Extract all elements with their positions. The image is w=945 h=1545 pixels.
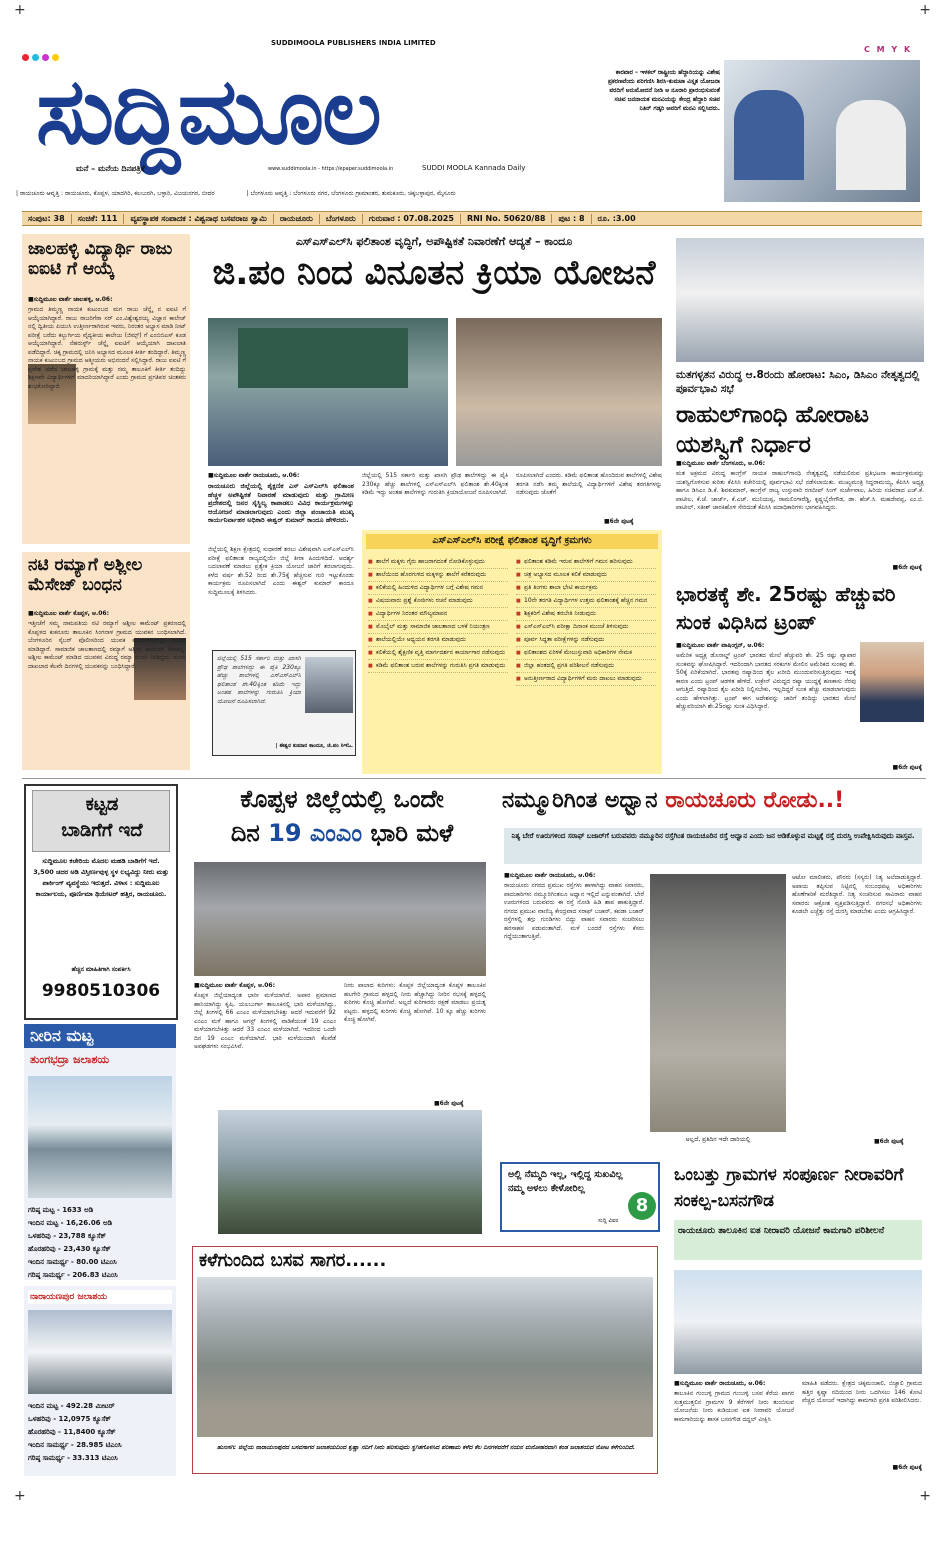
continued-marker: ■6ನೇ ಪುಟಕ್ಕೆ	[604, 518, 634, 525]
list-item: ■ ಪೂರ್ವ ಸಿದ್ಧತಾ ಪರೀಕ್ಷೆಗಳನ್ನು ನಡೆಸುವುದು	[516, 634, 656, 647]
story-dateline: ■ಸುದ್ದಿಮೂಲ ವಾರ್ತೆ ರಾಯಚೂರು, ಆ.06:	[674, 1380, 766, 1387]
story-body: ಅಮೆರಿಕ ಅಧ್ಯಕ್ಷ ಡೊನಾಲ್ಡ್ ಟ್ರಂಪ್ ಭಾರತದ ಮೇಲೆ ಹೆಚ್ಚುವರಿ ಶೇ. 25 ರಷ್ಟು ವ್ಯಾಪಾರ ಸುಂಕವನ್ನು ಘೋಷಿಸಿದ್ದಾರೆ. ಇದರಿಂದಾಗಿ ಭಾರತದ ಸರಕುಗಳ ಮೇಲಿನ ಅಮೆರಿಕದ ಸುಂಕವು ಶೇ. 50ಕ್ಕೆ ಏರಿಕೆಯಾಗಿದೆ. ಭಾರತವು ರಷ್ಯಾದಿಂದ ತೈಲ ಖರೀದಿ ಮುಂದುವರಿಸುತ್ತಿರುವುದು ಇದಕ್ಕೆ ಕಾರಣ ಎಂದು ಟ್ರಂಪ್ ಆಡಳಿತ ಹೇಳಿದೆ. ಉಕ್ರೇನ್ ವಿರುದ್ಧದ ರಷ್ಯಾ ಯುದ್ಧಕ್ಕೆ ಹಣಕಾಸು ನೆರವು ಆಗುತ್ತಿದೆ. ರಷ್ಯಾದಿಂದ ತೈಲ ಖರೀದಿ ನಿಲ್ಲಿಸಬೇಕು, ಇಲ್ಲದಿದ್ದರೆ ಸುಂಕ ಹೆಚ್ಚು ಮಾಡಲಾಗುವುದು ಎಂದು ಹೇಳಲಾಗಿತ್ತು. ಟ್ರಂಪ್ ಈಗ ಅದೇಶವನ್ನು ಜಾರಿಗೆ ತಂದಿದ್ದು ಭಾರತದ ಮೇಲೆ ಹೆಚ್ಚುವರಿಯಾಗಿ ಶೇ.25ರಷ್ಟು ಸುಂಕ ವಿಧಿಸಿದ್ದಾರೆ.	[676, 652, 856, 710]
list-item: ■ ಪ್ರತಿ ತಿಂಗಳು ಶಾಲಾ ಭೇಟಿ ಕಾರ್ಯಕ್ರಮ	[516, 582, 656, 595]
pothole-road-photo	[650, 874, 786, 1132]
story-irrigation	[674, 1162, 926, 1474]
measures-title: ಎಸ್‌ಎಸ್‌ಎಲ್‌ಸಿ ಪರೀಕ್ಷೆ ಫಲಿತಾಂಶ ವೃದ್ಧಿಗೆ ಕ್ರಮಗಳು	[366, 534, 658, 549]
masthead-logo: ಸುದ್ದಿಮೂಲ	[36, 58, 380, 165]
story-headline	[502, 788, 922, 813]
story-headline: ಭಾರತಕ್ಕೆ ಶೇ. 25ರಷ್ಟು ಹೆಚ್ಚುವರಿ ಸುಂಕ ವಿಧಿಸಿದ ಟ್ರಂಪ್	[676, 582, 896, 634]
story-headline: ಒಂಬತ್ತು ಗ್ರಾಮಗಳ ಸಂಪೂರ್ಣ ನೀರಾವರಿಗೆ ಸಂಕಲ್ಪ-ಬಸನಗೌಡ	[674, 1165, 904, 1211]
info-bar	[22, 211, 922, 226]
stat-row: ಗರಿಷ್ಠ ಮಟ್ಟ - 1633 ಅಡಿ	[28, 1206, 94, 1214]
river-photo	[218, 1110, 482, 1234]
story-deck: ರಾಯಚೂರು ತಾಲೂಕಿನ ಐತ ನೀರಾವರಿ ಯೋಜನೆ ಕಾಮಗಾರಿ ಪರಿಶೀಲನೆ	[674, 1220, 922, 1260]
ad-building-rent	[24, 784, 178, 1020]
registration-mark: +	[14, 1488, 26, 1504]
stat-row: ಹೊರಹರಿವು - 11,8400 ಕ್ಯೂಸೆಕ್	[28, 1428, 116, 1436]
story-dateline: ■ಸುದ್ದಿಮೂಲ ವಾರ್ತೆ ಕೊಪ್ಪಳ, ಆ.06:	[194, 982, 275, 989]
site-inspection-photo	[674, 1270, 922, 1374]
list-item: ■ ಶಾಲೆಗೆ ಮಕ್ಕಳು ಗೈರು ಹಾಜರಾಗದಂತೆ ನೋಡಿಕೊಳ್ಳುವುದು	[368, 556, 508, 569]
cmyk-mark: C M Y K	[864, 45, 913, 54]
story-body: ರಾಯಚೂರು ನಗರದ ಪ್ರಮುಖ ರಸ್ತೆಗಳು ಹಾಳಾಗಿದ್ದು ವಾಹನ ಸವಾರರು, ಪಾದಚಾರಿಗಳು ನಮ್ಮೂರಿಗಿಂತಲೂ ಅಧ್ವಾನ ಇಲ್ಲಿದೆ ಎನ್ನುವಂತಾಗಿದೆ. ಬೇರೆ ಊರುಗಳಿಂದ ಬರುವವರು ಈ ರಸ್ತೆ ನೋಡಿ ಹಿಡಿ ಶಾಪ ಹಾಕುತ್ತಿದ್ದಾರೆ. ನಗರದ ಪ್ರಮುಖ ವಾಣಿಜ್ಯ ಕೇಂದ್ರವಾದ ಸರಾಫ್ ಬಜಾರ್, ಕಪಡಾ ಬಜಾರ್ ರಸ್ತೆಗಳಲ್ಲಿ ತಗ್ಗು ಗುಂಡಿಗಳು ಬಿದ್ದು ವಾಹನ ಸವಾರರು ಸಂಚರಿಸಲು ಹರಸಾಹಸ ಪಡುವಂತಾಗಿದೆ. ಮಳೆ ಬಂದರೆ ರಸ್ತೆಗಳು ಕೆಸರು ಗದ್ದೆಯಂತಾಗುತ್ತಿವೆ.	[504, 882, 644, 940]
ad-body: ಸುದ್ದಿಮೂಲ ಕಚೇರಿಯ ಮೊದಲ ಮಹಡಿ ಬಾಡಿಗೆಗೆ ಇದೆ. 3,500 ಚದರ ಅಡಿ ವಿಸ್ತೀರ್ಣವುಳ್ಳ ಸ್ಥಳ ಲಭ್ಯವಿದ್ದು ನೀರು ಮತ್ತು ಪಾರ್ಕಿಂಗ್ ವ್ಯವಸ್ಥೆಯು ಇರುತ್ತದೆ. ವಿಳಾಸ : ಸುದ್ದಿಮೂಲ ಕಾರ್ಯಾಲಯ, ಪೂರ್ಣಿಮಾ ಥಿಯೇಟರ್ ಹತ್ತಿರ, ರಾಯಚೂರು.	[33, 857, 169, 898]
issue: ಸಂಚಿಕೆ: 111	[72, 214, 125, 224]
story-body: ತಾಲೂಕಿನ ಗುಂಜಳ್ಳಿ ಗ್ರಾಮದ ಗುಂಜಳ್ಳಿ ಬಸವ ಕೆರೆಯ ಪಾಗರ ಸುತ್ತಮುತ್ತಲಿನ ಗ್ರಾಮಗಳ 9 ಕೆರೆಗಳಿಗೆ ನೀರು ತುಂಬಿಸುವ ಯೋಜನೆಯ ನೀರು ಕುಡಿಯುವ ಐತ ನೀರಾವರಿ ಯೋಜನೆ ಕಾಮಗಾರಿಯನ್ನು ಶಾಸಕ ಬಸನಗೌಡ ದದ್ದಲ್ ವೀಕ್ಷಿಸಿ	[674, 1390, 794, 1423]
photo-caption: ಹುಣಸಗಿ: ಜಿಲ್ಲೆಯ ನಾರಾಯಣಪುರದ ಬಸವಸಾಗರ ಜಲಾಶಯದಿಂದ ಕೃಷ್ಣಾ ನದಿಗೆ ನೀರು ಹರಿಸುವುದು ಸ್ಥಗಿತಗೊಳಿಸಿದ ಪರಿಣಾಮ ಕಳೆದ ಕೆಲ ದಿನಗಳವರೆಗೆ ನಯನ ಮನೋಹರವಾಗಿ ಕಂಡ ಜಲಾಶಯದ ನೋಟ ಕಳೆಗುಂದಿದೆ.	[217, 1444, 635, 1451]
story-headline: ಜಾಲಹಳ್ಳಿ ವಿದ್ಯಾರ್ಥಿ ರಾಜು ಐಐಟಿ ಗೆ ಆಯ್ಕೆ	[28, 239, 173, 279]
promo-page-number: 8	[628, 1192, 656, 1220]
list-item: ■ ಶಾಲೆಯಿಂದ ಹೊರಗುಳಿದ ಮಕ್ಕಳನ್ನು ಶಾಲೆಗೆ ಕರೆತರುವುದು	[368, 569, 508, 582]
story-headline-line1: ಕೊಪ್ಪಳ ಜಿಲ್ಲೆಯಲ್ಲಿ ಒಂದೇ	[240, 785, 444, 813]
story-dateline: ■ಸುದ್ದಿಮೂಲ ವಾರ್ತೆ ರಾಯಚೂರು, ಆ.06:	[504, 872, 596, 879]
ear-caption: ಕಾರವಾರ – ಇಳಕಲ್ ರಾಷ್ಟ್ರೀಯ ಹೆದ್ದಾರಿಯನ್ನು ವಿಶೇಷ ಪ್ರಕರಣವೆಂದು ಪರಿಗಣಿಸಿ ಶಿರಸಿ-ಕುಮಟಾ ವಿಸ್ತೃತ ಯೋಜನಾ ವರದಿಗೆ ಅನುಮೋದನೆ ನೀಡಿ ಆ ನೂರಾರಿ ಪ್ರಾರಂಭಿಸುವಂತೆ ಸಚಿವ ಜನನಾಯಕ ಮನವಿಯನ್ನು ಕೇಂದ್ರ ಹೆದ್ದಾರಿ ಸಚಿವ ನಿತಿನ್ ಗಡ್ಕರಿ ಅವರಿಗೆ ಮನವಿ ಸಲ್ಲಿಸಿದರು.	[607, 69, 720, 112]
list-item: ■ ವಿದ್ಯಾರ್ಥಿಗಳ ನಿರಂತರ ಮೌಲ್ಯಮಾಪನ	[368, 608, 508, 621]
story-raichur-road	[498, 784, 926, 1154]
story-ramya	[22, 552, 190, 770]
ad-title: ಕಟ್ಟಡ	[85, 794, 119, 815]
story-body: ನೀರು ಪಾಲಾದ ಕುರಿಗಳು: ಕೊಪ್ಪಳ ಜಿಲ್ಲೆಯಾದ್ಯಂತ ಕೊಪ್ಪಳ ತಾಲೂಕಿನ ಹಲಗೇರಿ ಗ್ರಾಮದ ಹಳ್ಳದಲ್ಲಿ ನೀರು ಹೆಚ್ಚಾಗಿದ್ದು ನೀರಿನ ರಭಸಕ್ಕೆ ಹಳ್ಳದಲ್ಲಿ ಕುರಿಗಳು ಕೊಚ್ಚಿ ಹೋಗಿವೆ. ಅಲ್ಲದೆ ಕುರಿಗಾರರು ರಕ್ಷಣೆ ಮಾಡಲು ಪ್ರಯತ್ನ ಪಟ್ಟರು. ಹಳ್ಳದಲ್ಲಿ ಕುರಿಗಳು ಕೊಚ್ಚಿ ಹೋಗಿವೆ. 10 ಕ್ಕೂ ಹೆಚ್ಚು ಕುರಿಗಳು ಕೊಚ್ಚಿ ಹೋಗಿವೆ.	[344, 982, 486, 1023]
water-subtitle: ತುಂಗಭದ್ರಾ ಜಲಾಶಯ	[30, 1053, 110, 1066]
story-kicker: ಮತಗಳ್ಳತನ ವಿರುದ್ಧ ಆ.8ರಂದು ಹೋರಾಟ: ಸಿಎಂ, ಡಿಸಿಎಂ ನೇತೃತ್ವದಲ್ಲಿ ಪೂರ್ವಭಾವಿ ಸಭೆ	[676, 369, 920, 395]
story-headline: ರಾಹುಲ್‌ಗಾಂಧಿ ಹೋರಾಟ ಯಶಸ್ವಿಗೆ ನಿರ್ಧಾರ	[676, 402, 869, 458]
ceo-quote-box	[212, 650, 356, 756]
classroom-photo	[208, 318, 448, 466]
lead-kicker: ಎಸ್‌ಎಸ್‌ಎಲ್‌ಸಿ ಫಲಿತಾಂಶ ವೃದ್ಧಿಗೆ, ಅಪೌಷ್ಟಿಕತೆ ನಿವಾರಣೆಗೆ ಆದ್ಯತೆ – ಕಾಂದೂ	[295, 235, 573, 248]
section-divider	[22, 778, 926, 779]
masthead	[36, 24, 596, 173]
stat-row: ಹೊರಹರಿವು - 23,430 ಕ್ಯೂಸೆಕ್	[28, 1245, 111, 1253]
story-body: ಗ್ರಾಮದ ತಿಮ್ಮಣ್ಣ ನಾಯಕ ಕುಟುಂಬದ ಮಗ ರಾಜು ಚೆನ್ನೈ ನ ಐಐಟಿ ಗೆ ಆಯ್ಕೆಯಾಗಿದ್ದಾರೆ. ರಾಜು ರಾಜರಿಗೆರಾ ಸರ್ ಎಂ.ವಿಶ್ವೇಶ್ವರಯ್ಯ ವಿಜ್ಞಾನ ಕಾಲೇಜ್ ನಲ್ಲಿ ದ್ವಿತೀಯ ಪಿಯುಸಿ ಉತ್ತೀರ್ಣರಾಗಿರುವ ಇವರು, ನಿರಂತರ ಅಭ್ಯಾಸ ಮಾಡಿ ನೀಟ್ ಪರೀಕ್ಷೆ ಬರೆದು ಕಲ್ಬುರ್ಗಿಯ ವೈದ್ಯಕೀಯ ಕಾಲೇಜು (ಜಿಮ್ಸ್) ಗೆ ಎಂಬಿಬಿಎಸ್ ಕೂಡ ಆಯ್ಕೆಯಾಗಿದ್ದಾರೆ. ನೆಹರುರ್ಸ್ಟ್ ಚೆನ್ನೈ ಐಐಟಿಗೆ ಆಯ್ಕೆಯಾಗಿ ದಾಖಲಾತಿ ಪಡೆದಿದ್ದಾರೆ. ಚಿಕ್ಕ ಗ್ರಾಮದಲ್ಲಿ ಜನಿಸಿ ಅಭ್ಯಾಸದ ಮೂಲಕ ಕೀರ್ತಿ ತಂದಿದ್ದಾರೆ. ತಿಮ್ಮಣ್ಣ ನಾಯಕ ಕುಟುಂಬದ ಗ್ರಾಮದ ಆತ್ಮೀಯರು ಅಭಿನಂದನೆ ಸಲ್ಲಿಸಿದ್ದಾರೆ. ರಾಜು ಐಐಟಿ ಗೆ ಪ್ರವೇಶ ಪಡೆದ ಜಾಲಹಳ್ಳಿ ಗ್ರಾಮಕ್ಕೆ ಮತ್ತು ನಮ್ಮ ತಾಲೂಕಿಗೆ ಕೀರ್ತಿ ತಂದಿದ್ದು ಶಿಕ್ಷಣವೇ ವಿದ್ಯಾರ್ಥಿಗಳಿಗೆ ಮಾದರಿಯಾಗಿದ್ದಾರೆ ಎಂದು ಗ್ರಾಮದ ಪ್ರಗತಿಪರ ಚಿಂತಕರು ಶುಭಕೋರಿದ್ದಾರೆ.	[28, 306, 186, 390]
editions-line	[16, 190, 926, 198]
registration-mark: +	[14, 2, 26, 18]
midday-meal-photo	[456, 318, 662, 466]
continued-marker: ■6ನೇ ಪುಟಕ್ಕೆ	[892, 764, 922, 771]
list-item: ■ ಮೊಬೈಲ್ ಮತ್ತು ಸಾಮಾಜಿಕ ಜಾಲತಾಣದ ಬಳಕೆ ನಿಯಂತ್ರಣ	[368, 621, 508, 634]
lead-intro: ರಾಯಚೂರು ಜಿಲ್ಲೆಯಲ್ಲಿ ಶೈಕ್ಷಣಿಕ ಎಸ್ ಎಸ್‌ಎಲ್‌ಸಿ ಫಲಿತಾಂಶ ಹೆಚ್ಚಳ ಅಪೌಷ್ಟಿಕತೆ ನಿವಾರಣೆ ಮಾಡುವುದು ಮತ್ತು ಗ್ರಾಮೀಣ ಪ್ರದೇಶದಲ್ಲಿ ಜನರ ಸೈಸ್ಥಿಲ್ಯ ಕಾಪಾಡಲು ವಿವಿಧ ಕಾರ್ಯಕ್ರಮಗಳನ್ನು ಆಯೋಜನೆ ಮಾಡಲಾಗುವುದು ಎಂದು ಜಿಲ್ಲಾ ಪಂಚಾಯತಿ ಮುಖ್ಯ ಕಾರ್ಯನಿರ್ವಾಹಕ ಅಧಿಕಾರಿ ಈಶ್ವರ್ ಕುಮಾರ್ ಕಾಂದೂ ಹೇಳಿದರು.	[208, 482, 354, 524]
story-basava-sagara	[192, 1246, 658, 1474]
list-item: ■ ಕಡಿಮೆ ಫಲಿತಾಂಶ ಬರುವ ಶಾಲೆಗಳನ್ನು ಗುರುತಿಸಿ ಪ್ರಗತಿ ಮಾಡುವುದು	[368, 660, 508, 673]
ad-subtitle: ಬಾಡಿಗೆಗೆ ಇದೆ	[61, 820, 143, 841]
list-item: ■ ವಿಷಯವಾರು ಪ್ರಶ್ನೆ ಕೋಠಿಗಳು ರಚನೆ ಮಾಡುವುದು	[368, 595, 508, 608]
lead-dateline: ■ಸುದ್ದಿಮೂಲ ವಾರ್ತೆ ರಾಯಚೂರು, ಆ.06:	[208, 472, 300, 479]
continued-marker: ■6ನೇ ಪುಟಕ್ಕೆ	[874, 1138, 904, 1145]
lead-body: ರೂಪಿಸಲಾಗಿದೆ ಎಂದರು. ಕಡಿಮೆ ಫಲಿತಾಂಶ ಹೊಂದಿರುವ ಶಾಲೆಗಳಲ್ಲಿ ವಿಶೇಷ ತರಗತಿ ನಡೆಸಿ ತಮ್ಮ ಶಾಲೆಯಲ್ಲಿ ವಿದ್ಯಾರ್ಥಿಗಳಿಗೆ ವಿಶೇಷ ತರಗತಿಗಳನ್ನು ನಡೆಸುವುದು ಜೊತೆಗೆ	[516, 472, 662, 496]
price: ರೂ. :3.00	[597, 213, 636, 223]
lead-story	[200, 234, 666, 774]
flooded-street-photo	[194, 862, 486, 976]
stat-row: ಇಂದಿನ ಮಟ್ಟ - 492.28 ಮೀಟರ್	[28, 1402, 115, 1410]
edition-bengaluru: ಬೆಂಗಳೂರು	[320, 214, 363, 224]
stat-row: ಇಂದಿನ ಮಟ್ಟ - 16,26.06 ಅಡಿ	[28, 1219, 113, 1227]
headline-rainfall: 19 ಎಂಎಂ	[268, 819, 362, 847]
date: ಗುರುವಾರ : 07.08.2025	[363, 214, 461, 224]
ad-contact-label: ಹೆಚ್ಚಿನ ಮಾಹಿತಿಗಾಗಿ ಸಂಪರ್ಕಿಸಿ	[71, 966, 131, 973]
registration-mark: +	[919, 1488, 931, 1504]
story-body: ಮಾಹಿತಿ ಪಡೆದರು. ಕ್ಷೇತ್ರದ ಚಿಕ್ಕಮಂಚಾಲಿ, ಬಿಚ್ಚಾಲಿ ಗ್ರಾಮದ ಹತ್ತಿರ ಕೃಷ್ಣಾ ನದಿಯಿಂದ ನೀರು ಒದಗಿಸಲು 146 ಕೋಟಿ ವೆಚ್ಚದ ಯೋಜನೆ ಇದಾಗಿದ್ದು ಕಾಮಗಾರಿ ಪ್ರಗತಿ ಪರಿಶೀಲಿಸಿದರು.	[802, 1380, 922, 1404]
list-item: ■ ಶಿಕ್ಷಕರಿಗೆ ವಿಶೇಷ ತರಬೇತಿ ನೀಡುವುದು	[516, 608, 656, 621]
headline-part: ದಿನ	[230, 819, 260, 847]
water-stats	[28, 1204, 172, 1282]
photo-caption: ಅಲ್ಲದೆ, ಪ್ರತಿದಿನ ಇದೇ ದಾರಿಯಲ್ಲಿ	[685, 1136, 751, 1143]
promo-text: ಅಲ್ಲಿ ನೆಮ್ಮದಿ ಇಲ್ಲ, ಇಲ್ಲಿದ್ದ ಸುಖವಿಲ್ಲ ನಮ್ಮ ಅಳಲು ಕೇಳೋರಿಲ್ಲ	[508, 1169, 623, 1194]
list-item: ■ ಜಿಲ್ಲಾ ಹಂತದಲ್ಲಿ ಪ್ರಗತಿ ಪರಿಶೀಲನೆ ನಡೆಸುವುದು	[516, 660, 656, 673]
list-item: ■ ಫಲಿತಾಂಶ ಕಡಿಮೆ ಇರುವ ಶಾಲೆಗಳಿಗೆ ಗಮನ ಹರಿಸುವುದು	[516, 556, 656, 569]
measures-box	[362, 530, 662, 774]
editions-bengaluru: | ಬೆಂಗಳೂರು ಆವೃತ್ತಿ : ಬೆಂಗಳೂರು ನಗರ, ಬೆಂಗಳೂರು ಗ್ರಾಮಾಂತರ, ತುಮಕೂರು, ಚಿಕ್ಕಬಳ್ಳಾಪುರ, ಮೈಸೂರು	[246, 190, 456, 197]
water-stats	[28, 1400, 172, 1465]
list-item: ■ ಕಲಿಕೆಯಲ್ಲಿ ಶೈಕ್ಷಣಿಕ ವೃತ್ತಿ ಮಾರ್ಗದರ್ಶನ ಕಾರ್ಯಾಗಾರ ನಡೆಸುವುದು	[368, 647, 508, 660]
stat-row: ಗರಿಷ್ಠ ಸಾಮರ್ಥ್ಯ - 206.83 ಟಿಎಂಸಿ	[28, 1271, 118, 1279]
inside-page-promo[interactable]	[500, 1162, 660, 1232]
headline-part-red: ರಾಯಚೂರು ರೋಡು..!	[665, 788, 845, 813]
list-item: ■ ಚಿತ್ರ ಅಭ್ಯಾಸದ ಮೂಲಕ ಕಲಿಕೆ ಮಾಡುವುದು	[516, 569, 656, 582]
ad-phone: 9980510306	[41, 981, 161, 1001]
water-level-tungabhadra	[24, 1024, 176, 1280]
promo-page-label: ಸುದ್ದಿ ವಿವರ	[598, 1218, 619, 1224]
reservoir-photo	[197, 1277, 653, 1437]
managing-editor: ವ್ಯವಸ್ಥಾಪಕ ಸಂಪಾದಕ : ವಿಶ್ವನಾಥ ಬಸವರಾಜ ಸ್ವಾಮಿ	[124, 214, 273, 224]
ad-title-box	[32, 790, 170, 852]
story-body: ಇತ್ತೀಚೆಗೆ ಸಮ್ಮ ನಾಮಪತಿಯ ನಟಿ ರಮ್ಯಾಗೆ ಅಶ್ಲೀಲ ಕಾಮೆಂಟ್ ಪ್ರಕರಣದಲ್ಲಿ ಕೊಪ್ಪಳದ ಕುಕನೂರು ತಾಲೂಕಿನ ಸಿಂಗನಾಳ ಗ್ರಾಮದ ಯುವಕನ ಬಂಧಿಸಲಾಗಿದೆ. ಬೆಂಗಳೂರಿನ ಸೈಬರ್ ಪೊಲೀಸರಿಂದ ಯುವಕ ಮಂಜುನಾಥನನ್ನು ಬಂಧನ ಮಾಡಿದ್ದಾರೆ. ಸಾಮಾಜಿಕ ಜಾಲತಾಣದಲ್ಲಿ ರಮ್ಯಾಗೆ ಅಶ್ಲೀಲ ಕಾಮೆಂಟ್ ಮಾಡಿದ್ದ. ಅಶ್ಲೀಲ ಕಾಮೆಂಟ್ ಮಾಡಿದ ಯುವಕನ ವಿರುದ್ಧ ರಮ್ಯಾ ದೂರು ನೀಡಿದ್ದರು. ದೂರು ದಾಖಲಾದ ಕೆಲವೇ ದಿನಗಳಲ್ಲಿ ಯುವಕನನ್ನು ಬಂಧಿಸಿದ್ದಾರೆ.	[28, 620, 186, 670]
story-trump	[676, 580, 926, 774]
headline-part: ಭಾರಿ ಮಳೆ	[370, 819, 454, 847]
list-item: ■ 10ನೇ ತರಗತಿ ವಿದ್ಯಾರ್ಥಿಗಳ ಉತ್ತಮ ಫಲಿತಾಂಶಕ್ಕೆ ಹೆಚ್ಚಿನ ಗಮನ	[516, 595, 656, 608]
water-title: ನೀರಿನ ಮಟ್ಟ	[24, 1024, 176, 1048]
list-item: ■ ಅನುತ್ತೀರ್ಣರಾದ ವಿದ್ಯಾರ್ಥಿಗಳಿಗೆ ಮರು ದಾಖಲು ಮಾಡುವುದು	[516, 673, 656, 686]
stat-row: ಒಳಹರಿವು - 12,0975 ಕ್ಯೂಸೆಕ್	[28, 1415, 111, 1423]
story-body: ಆಟೋ ಮಾಲೀಕರು, ಪೌರರು (ಸಸ್ಯರು) ನಿತ್ಯ ಅಲೆದಾಡುತ್ತಿದ್ದಾರೆ. ಅಪಾಯ ತಪ್ಪಿಸುವ ನಿಟ್ಟಿನಲ್ಲಿ ಸಂಬಂಧಪಟ್ಟ ಅಧಿಕಾರಿಗಳು ಹೊಣೆಗಾರಿಕೆ ಮರೆತಿದ್ದಾರೆ. ನಿತ್ಯ ಸಂಚರಿಸುವ ಸಾವಿರಾರು ವಾಹನ ಸವಾರರು ಆಕ್ರೋಶ ವ್ಯಕ್ತಪಡಿಸುತ್ತಿದ್ದಾರೆ. ನಗರಸಭೆ ಅಧಿಕಾರಿಗಳು ಕೂಡಲೇ ಎಚ್ಚೆತ್ತು ರಸ್ತೆ ದುರಸ್ತಿ ಮಾಡಬೇಕು ಎಂದು ಆಗ್ರಹಿಸಿದ್ದಾರೆ.	[792, 874, 922, 915]
lead-body: ಜಿಲ್ಲೆಯಲ್ಲಿ 515 ಸರ್ಕಾರಿ ಮತ್ತು ಖಾಸಗಿ ಪ್ರೌಢ ಶಾಲೆಗಳಿದ್ದು ಈ ಪೈಕಿ 230ಕ್ಕೂ ಹೆಚ್ಚು ಶಾಲೆಗಳಲ್ಲಿ ಎಸ್‌ಎಸ್‌ಎಲ್‌ಸಿ ಫಲಿತಾಂಶ ಶೇ.40ಕ್ಕಿಂತ ಕಡಿಮೆ ಇದ್ದು ಅಂತಹ ಶಾಲೆಗಳನ್ನು ಗುರುತಿಸಿ ಕ್ರಿಯಾಯೋಜನೆ ರೂಪಿಸಲಾಗಿದೆ.	[362, 472, 508, 496]
continued-marker: ■6ನೇ ಪುಟಕ್ಕೆ	[892, 1464, 922, 1471]
ceo-quote: ಜಿಲ್ಲೆಯಲ್ಲಿ 515 ಸರ್ಕಾರಿ ಮತ್ತು ಖಾಸಗಿ ಪ್ರೌಢ ಶಾಲೆಗಳಿದ್ದು ಈ ಪೈಕಿ 230ಕ್ಕೂ ಹೆಚ್ಚು ಶಾಲೆಗಳಲ್ಲಿ ಎಸ್‌ಎಸ್‌ಎಲ್‌ಸಿ ಫಲಿತಾಂಶ ಶೇ.40ಕ್ಕಿಂತ ಕಡಿಮೆ ಇದ್ದು ಅಂತಹ ಶಾಲೆಗಳನ್ನು ಗುರುತಿಸಿ ಕ್ರಿಯಾ ಯೋಜನೆ ರೂಪಿಸಲಾಗಿದೆ.	[217, 655, 301, 705]
stat-row: ಒಳಹರಿವು - 23,788 ಕ್ಯೂಸೆಕ್	[28, 1232, 106, 1240]
lead-headline: ಜಿ.ಪಂ ನಿಂದ ವಿನೂತನ ಕ್ರಿಯಾ ಯೋಜನೆ	[212, 253, 656, 293]
list-item: ■ ಎಸ್‌ಎಸ್‌ಎಲ್‌ಸಿ ಪರೀಕ್ಷಾ ದಿನಾಂಕ ಮುಂಚೆ ತಿಳಿಸುವುದು	[516, 621, 656, 634]
stat-row: ಗರಿಷ್ಠ ಸಾಮರ್ಥ್ಯ - 33.313 ಟಿಎಂಸಿ	[28, 1454, 118, 1462]
meeting-photo	[676, 238, 924, 362]
headline-part: ನಮ್ಮೂರಿಗಿಂತ ಅಧ್ವಾನ	[502, 788, 658, 813]
story-headline-line2	[196, 820, 488, 848]
story-dateline: ■ಸುದ್ದಿಮೂಲ ವಾರ್ತೆ ವಾಷಿಂಗ್ಟನ್, ಆ.06:	[676, 642, 765, 649]
story-jalahalli	[22, 234, 190, 544]
website: www.suddimoola.in - https://epaper.suddimoola.in	[268, 166, 394, 172]
measures-list-left	[368, 556, 508, 673]
stat-row: ಇಂದಿನ ಸಾಮರ್ಥ್ಯ - 28.985 ಟಿಎಂಸಿ	[28, 1441, 122, 1449]
list-item: ■ ಕಲಿಕೆಯಲ್ಲಿ ಹಿಂದುಳಿದ ವಿದ್ಯಾರ್ಥಿಗಳ ಬಗ್ಗೆ ವಿಶೇಷ ಗಮನ	[368, 582, 508, 595]
volume: ಸಂಪುಟ: 38	[22, 214, 72, 224]
story-dateline: ■ಸುದ್ದಿಮೂಲ ವಾರ್ತೆ ಜಾಲಹಳ್ಳಿ, ಆ.06:	[28, 296, 113, 303]
ear-photo	[724, 60, 920, 202]
water-level-narayanapura	[24, 1286, 176, 1476]
edition-raichur: ರಾಯಚೂರು	[274, 214, 320, 224]
stat-row: ಇಂದಿನ ಸಾಮರ್ಥ್ಯ - 80.00 ಟಿಎಂಸಿ	[28, 1258, 117, 1266]
lead-body: ಜಿಲ್ಲೆಯಲ್ಲಿ ಶಿಕ್ಷಣ ಕ್ಷೇತ್ರದಲ್ಲಿ ಸುಧಾರಣೆ ತರಲು ವಿಶೇಷವಾಗಿ ಎಸ್‌ಎಸ್‌ಎಲ್‌ಸಿ ಪರೀಕ್ಷೆ ಫಲಿತಾಂಶ ರಾಜ್ಯದಲ್ಲಿಯೇ ಜಿಲ್ಲೆ ತೀರಾ ಹಿಂದುಳಿದಿದೆ. ಆದರ್ಶ್ಯ ಬದಲಾವಣೆ ಮಾಡಲು ಪ್ರತ್ಯೇಕ ಕ್ರಿಯಾ ಯೋಜನೆ ಜಾರಿಗೆ ತರಲಾಗುವುದು. ಕಳೆದ ವರ್ಷ ಶೇ.52 ರಿಂದ ಶೇ.75ಕ್ಕೆ ಹೆಚ್ಚಿಸುವ ಗುರಿ ಇಟ್ಟುಕೊಂಡು ಕಾರ್ಯಕ್ರಮ ರೂಪಿಸಲಾಗಿದೆ ಎಂದು ಈಶ್ವರ್ ಕುಮಾರ್ ಕಾಂದೂ ಸುದ್ದಿಮೂಲಕ್ಕೆ ತಿಳಿಸಿದರು.	[208, 546, 354, 596]
list-item: ■ ಶಾಲೆಯಲ್ಲಿಯೇ ಅಧ್ಯಯನ ತರಗತಿ ಮಾಡುವುದು	[368, 634, 508, 647]
story-rahul	[676, 234, 926, 574]
dam-photo	[28, 1076, 172, 1198]
tagline: ಮನೆ – ಮನೆಯ ದಿನಪತ್ರಿಕೆ	[76, 164, 145, 173]
story-deck: ನಿತ್ಯ ಬೇರೆ ಊರುಗಳಿಂದ ಸರಾಫ್ ಬಜಾರ್‌ಗೆ ಬರುವವರು ನಮ್ಮೂರಿನ ರಸ್ತೆಗಿಂತ ರಾಯಚೂರಿನ ರಸ್ತೆ ಅಧ್ವಾನ ಎಂದು ಜನ ಆಡಿಕೊಳ್ಳುವ ಮಟ್ಟಕ್ಕೆ ರಸ್ತೆ ದುರಸ್ತಿ ಉಪೇಕ್ಷಿಸಿರುವುದು ವಾಸ್ತವ.	[504, 828, 922, 864]
continued-marker: ■6ನೇ ಪುಟಕ್ಕೆ	[434, 1100, 464, 1107]
page-count: ಪುಟ : 8	[552, 214, 591, 224]
ceo-photo	[305, 657, 353, 713]
story-dateline: ■ಸುದ್ದಿಮೂಲ ವಾರ್ತೆ ಬೆಂಗಳೂರು, ಆ.06:	[676, 460, 766, 467]
story-headline: ಕಳೆಗುಂದಿದ ಬಸವ ಸಾಗರ......	[199, 1250, 387, 1271]
water-title: ನಾರಾಯಣಪುರ ಜಲಾಶಯ	[28, 1290, 172, 1304]
story-body: ಮತ ಅಕ್ರಮದ ವಿರುದ್ಧ ಕಾಂಗ್ರೆಸ್ ನಾಯಕ ರಾಹುಲ್‌ಗಾಂಧಿ ನೇತೃತ್ವದಲ್ಲಿ ನಡೆಯಲಿರುವ ಪ್ರತಿಭಟನಾ ಕಾರ್ಯಕ್ರಮವನ್ನು ಯಶಸ್ವಿಗೊಳಿಸುವ ಕುರಿತು ಕೆಪಿಸಿಸಿ ಕಚೇರಿಯಲ್ಲಿ ಪೂರ್ವಭಾವಿ ಸಭೆ ನಡೆಸಲಾಯಿತು. ಮುಖ್ಯಮಂತ್ರಿ ಸಿದ್ದರಾಮಯ್ಯ, ಕೆಪಿಸಿಸಿ ಅಧ್ಯಕ್ಷ ಹಾಗೂ ಡಿಸಿಎಂ ಡಿ.ಕೆ. ಶಿವಕುಮಾರ್, ಕಾಂಗ್ರೆಸ್ ರಾಜ್ಯ ಉಸ್ತುವಾರಿ ರಣದೀಪ್ ಸಿಂಗ್ ಸುರ್ಜೇವಾಲ, ಹಿರಿಯ ಸಚಿವರಾದ ಎಚ್.ಕೆ. ಪಾಟೀಲ, ಕೆ.ಜೆ. ಜಾರ್ಜ್, ಕೆ.ಎಚ್. ಮುನಿಯಪ್ಪ, ರಾಮಲಿಂಗಾರೆಡ್ಡಿ, ಕೃಷ್ಣಭೈರೇಗೌಡ, ಡಾ. ಹೆಚ್.ಸಿ. ಮಹದೇವಪ್ಪ, ಎಂ.ಬಿ. ಪಾಟೀಲ್, ಸತೀಶ್ ಜಾರಕಿಹೊಳಿ ಸೇರಿದಂತೆ ಕೆಪಿಸಿಸಿ ಪದಾಧಿಕಾರಿಗಳು ಭಾಗವಹಿಸಿದ್ದರು.	[676, 470, 924, 511]
publisher-name: SUDDIMOOLA PUBLISHERS INDIA LIMITED	[271, 39, 436, 47]
list-item: ■ ಫಲಿತಾಂಶದ ಏರಿಳಿಕೆ ಮೇಲುಸ್ತುವಾರಿ ಅಧಿಕಾರಿಗಳ ನೇಮಕ	[516, 647, 656, 660]
dam-photo	[28, 1310, 172, 1394]
story-koppal-rain	[192, 784, 490, 1236]
trump-photo	[860, 642, 924, 722]
story-headline: ನಟಿ ರಮ್ಯಾಗೆ ಅಶ್ಲೀಲ ಮೆಸೇಜ್ ಬಂಧನ	[28, 555, 143, 595]
story-dateline: ■ಸುದ್ದಿಮೂಲ ವಾರ್ತೆ ಕೊಪ್ಪಳ, ಆ.06:	[28, 610, 109, 617]
registration-mark: +	[919, 2, 931, 18]
editions-raichur: | ರಾಯಚೂರು ಆವೃತ್ತಿ : ರಾಯಚೂರು, ಕೊಪ್ಪಳ, ಯಾದಗಿರಿ, ಕಲಬುರಗಿ, ಬಳ್ಳಾರಿ, ವಿಜಯನಗರ, ಬೀದರ	[16, 190, 215, 197]
measures-list-right	[516, 556, 656, 686]
story-body: ಕೊಪ್ಪಳ ಜಿಲ್ಲೆಯಾದ್ಯಂತ ಭಾರೀ ಮಳೆಯಾಗಿದೆ. ಅಪಾರ ಪ್ರಮಾಣದ ಹಾನಿಯಾಗಿದ್ದು ಕೃಷಿ, ಯಲಬುರ್ಗಾ ತಾಲೂಕಿನಲ್ಲಿ ಭಾರಿ ಮಳೆಯಾಗಿದ್ದು, ಜಿಲ್ಲೆ ತಿಂಗಳಲ್ಲಿ 66 ಎಂಎಂ ಮಳೆಯಾಗಬೇಕಿತ್ತು ಆದರೆ ಇದುವರೆಗೆ 92 ಎಂಎಂ ಮಳೆ ಹಾಗೂ ಆಗಸ್ಟ್ ತಿಂಗಳಲ್ಲಿ ವಾಡಿಕೆಯಂತೆ 19 ಎಂಎಂ ಮಳೆಯಾಗಬೇಕಿತ್ತು ಆದರೆ 33 ಎಂಎಂ ಮಳೆಯಾಗಿದೆ. ಇದರಿಂದ ಒಂದೇ ದಿನ 19 ಎಂಎಂ ಮಳೆಯಾಗಿದೆ. ಭಾರಿ ಮಳೆಯಿಂದಾಗಿ ಕೆಲವೆಡೆ ಅವಘಡಗಳು ಸಂಭವಿಸಿವೆ.	[194, 992, 336, 1050]
rni-number: RNI No. 50620/88	[461, 214, 553, 223]
english-name: SUDDI MOOLA Kannada Daily	[422, 164, 526, 172]
continued-marker: ■6ನೇ ಪುಟಕ್ಕೆ	[892, 564, 922, 571]
ceo-quote-by: | ಈಶ್ವರ ಕುಮಾರ ಕಾಂದೂ, ಜಿ.ಪಂ ಸಿಇಓ.	[275, 743, 353, 749]
